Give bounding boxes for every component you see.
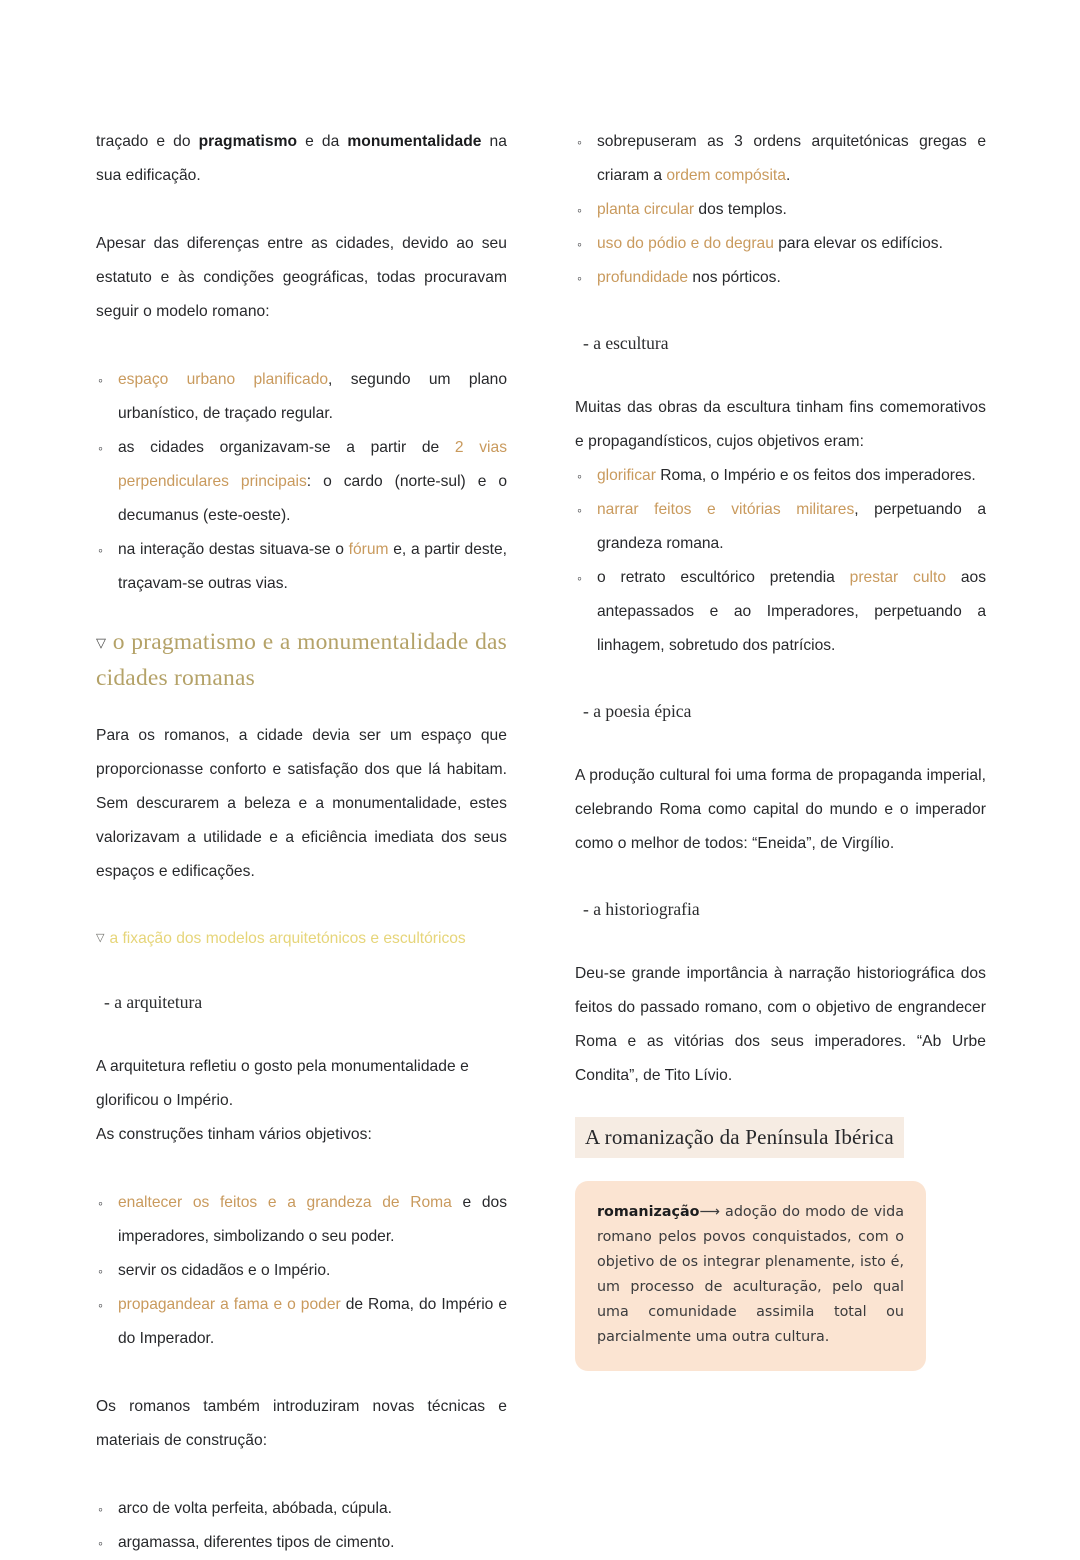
list-item — [575, 459, 986, 493]
arrow-icon: ⟶ — [699, 1204, 720, 1220]
spacer — [96, 329, 507, 363]
spacer — [96, 1016, 507, 1050]
list-item — [96, 1288, 507, 1356]
highlight-text: narrar feitos e vitórias militares — [597, 501, 855, 518]
list-item-text: e dos imperadores, simbolizando o seu poder. — [118, 1194, 508, 1245]
paragraph-apesar-diferencas: Apesar das diferenças entre as cidades, devido ao seu estatuto e às condições geográficas, todas procuravam seguir o modelo romano: — [96, 235, 507, 320]
subheading-escultura: - a escultura — [583, 333, 669, 353]
highlight-text: profundidade — [597, 269, 689, 286]
list-item-prefix: sobrepuseram as 3 ordens arquitetónicas gregas e criaram a — [597, 133, 986, 184]
spacer — [575, 357, 986, 391]
highlight-text: fórum — [348, 541, 389, 558]
list-item — [575, 193, 986, 227]
paragraph-producao-cultural: A produção cultural foi uma forma de propaganda imperial, celebrando Roma como capital do mundo e o imperador como o melhor de todos: “Eneida”, de Virgílio. — [575, 767, 986, 852]
paragraph-para-os-romanos: Para os romanos, a cidade devia ser um espaço que proporcionasse conforto e satisfação dos que lá habitam. Sem descurarem a beleza e a monumentalidade, estes valorizavam a utilidade e a eficiência imediata dos seus espaços e edificações. — [96, 727, 507, 880]
spacer — [575, 663, 986, 697]
highlight-text: planta circular — [597, 201, 695, 218]
list-item-prefix: o retrato escultórico pretendia — [597, 569, 850, 586]
list-item-text: de Roma, do Império e do Imperador. — [118, 1296, 508, 1347]
definition-callout-box — [575, 1181, 926, 1371]
right-column — [575, 125, 986, 1560]
paragraph-traçado — [96, 125, 507, 193]
list-item-text: nos pórticos. — [688, 269, 781, 286]
list-item — [96, 533, 507, 601]
callout-definition: adoção do modo de vida romano pelos povos conquistados, com o objetivo de os integrar plenamente, isto é, um processo de aculturação, pelo qual uma comunidade assimila total ou parcialmente uma outra cultura. — [597, 1204, 904, 1345]
list-item-text: para elevar os edifícios. — [773, 235, 943, 252]
spacer — [96, 193, 507, 227]
list-item — [96, 1254, 507, 1288]
bullet-list-arquitetura-caracteristicas — [575, 125, 986, 295]
callout-text — [597, 1200, 904, 1350]
highlight-text: prestar culto — [849, 569, 946, 586]
list-item-text: arco de volta perfeita, abóbada, cúpula. — [118, 1500, 392, 1517]
paragraph-arquitetura-refletiu: A arquitetura refletiu o gosto pela monumentalidade e glorificou o Império. — [96, 1058, 469, 1109]
list-item-text: aos antepassados e ao Imperadores, perpetuando a linhagem, sobretudo dos patrícios. — [597, 569, 986, 654]
highlight-text: ordem compósita — [666, 167, 786, 184]
text-tail: na sua edificação. — [96, 133, 507, 184]
subheading-historiografia: - a historiografia — [583, 899, 700, 919]
highlight-text: glorificar — [597, 467, 656, 484]
spacer — [575, 295, 986, 329]
list-item-text: servir os cidadãos e o Império. — [118, 1262, 331, 1279]
text-lead: traçado e do — [96, 133, 199, 150]
section-heading-label: o pragmatismo e a monumentalidade das cidades romanas — [96, 629, 507, 691]
paragraph-muitas-obras-escultura: Muitas das obras da escultura tinham fins comemorativos e propagandísticos, cujos objetivos eram: — [575, 399, 986, 450]
subheading-poesia-epica: - a poesia épica — [583, 701, 692, 721]
list-item — [575, 227, 986, 261]
list-item — [96, 1526, 507, 1560]
bullet-list-tecnicas — [96, 1492, 507, 1560]
callout-term: romanização — [597, 1204, 700, 1220]
highlight-text: espaço urbano planificado — [118, 371, 329, 388]
bullet-list-escultura-objetivos — [575, 459, 986, 663]
list-item-text: . — [785, 167, 791, 184]
bold-pragmatismo: pragmatismo — [198, 133, 298, 150]
left-column — [96, 125, 507, 1560]
paragraph-deu-se-grande-importancia: Deu-se grande importância à narração historiográfica dos feitos do passado romano, com o objetivo de engrandecer Roma e as vitórias dos seus imperadores. “Ab Urbe Condita”, de Tito Lívio. — [575, 965, 986, 1084]
list-item-text: Roma, o Império e os feitos dos imperadores. — [655, 467, 976, 484]
highlight-text: propagandear a fama e o poder — [118, 1296, 341, 1313]
highlight-text: enaltecer os feitos e a grandeza de Roma — [118, 1194, 452, 1211]
list-item-prefix: as cidades organizavam-se a partir de — [118, 439, 455, 456]
list-item — [96, 431, 507, 533]
section-heading-pragmatismo — [96, 625, 507, 695]
highlight-text: uso do pódio e do degrau — [597, 235, 774, 252]
list-item-text: argamassa, diferentes tipos de cimento. — [118, 1534, 395, 1551]
section-heading-romanizacao: A romanização da Península Ibérica — [575, 1117, 904, 1158]
list-item-text: dos templos. — [694, 201, 787, 218]
bold-monumentalidade: monumentalidade — [347, 133, 482, 150]
list-item — [575, 125, 986, 193]
list-item — [96, 1186, 507, 1254]
spacer — [96, 1152, 507, 1186]
subsection-heading-label: a fixação dos modelos arquitetónicos e escultóricos — [109, 930, 466, 947]
list-item-text: , segundo um plano urbanístico, de traçado regular. — [118, 371, 507, 422]
spacer — [575, 923, 986, 957]
list-item-prefix: na interação destas situava-se o — [118, 541, 349, 558]
paragraph-novas-tecnicas: Os romanos também introduziram novas técnicas e materiais de construção: — [96, 1398, 507, 1449]
list-item — [96, 1492, 507, 1526]
two-column-layout — [96, 125, 986, 1560]
spacer — [575, 1093, 986, 1117]
spacer — [96, 889, 507, 923]
spacer — [96, 954, 507, 988]
list-item — [575, 261, 986, 295]
bullet-list-modelo-romano — [96, 363, 507, 601]
collapse-triangle-icon[interactable]: ▽ — [96, 636, 107, 651]
spacer — [96, 601, 507, 625]
subheading-arquitetura: - a arquitetura — [104, 992, 203, 1012]
spacer — [575, 725, 986, 759]
collapse-triangle-icon[interactable]: ▽ — [96, 931, 105, 944]
spacer — [96, 1356, 507, 1390]
list-item — [575, 493, 986, 561]
highlight-text: 2 vias perpendiculares principais — [118, 439, 507, 490]
list-item — [96, 363, 507, 431]
spacer — [96, 695, 507, 719]
list-item-text: e, a partir deste, traçavam-se outras vias. — [118, 541, 508, 592]
list-item-text: , perpetuando a grandeza romana. — [597, 501, 986, 552]
spacer — [575, 861, 986, 895]
paragraph-construcoes-objetivos: As construções tinham vários objetivos: — [96, 1126, 372, 1143]
bullet-list-objetivos — [96, 1186, 507, 1356]
text-mid: e da — [297, 133, 348, 150]
subsection-heading-fixacao — [96, 923, 507, 954]
spacer — [96, 1458, 507, 1492]
list-item-text: : o cardo (norte-sul) e o decumanus (este-oeste). — [118, 473, 507, 524]
list-item — [575, 561, 986, 663]
